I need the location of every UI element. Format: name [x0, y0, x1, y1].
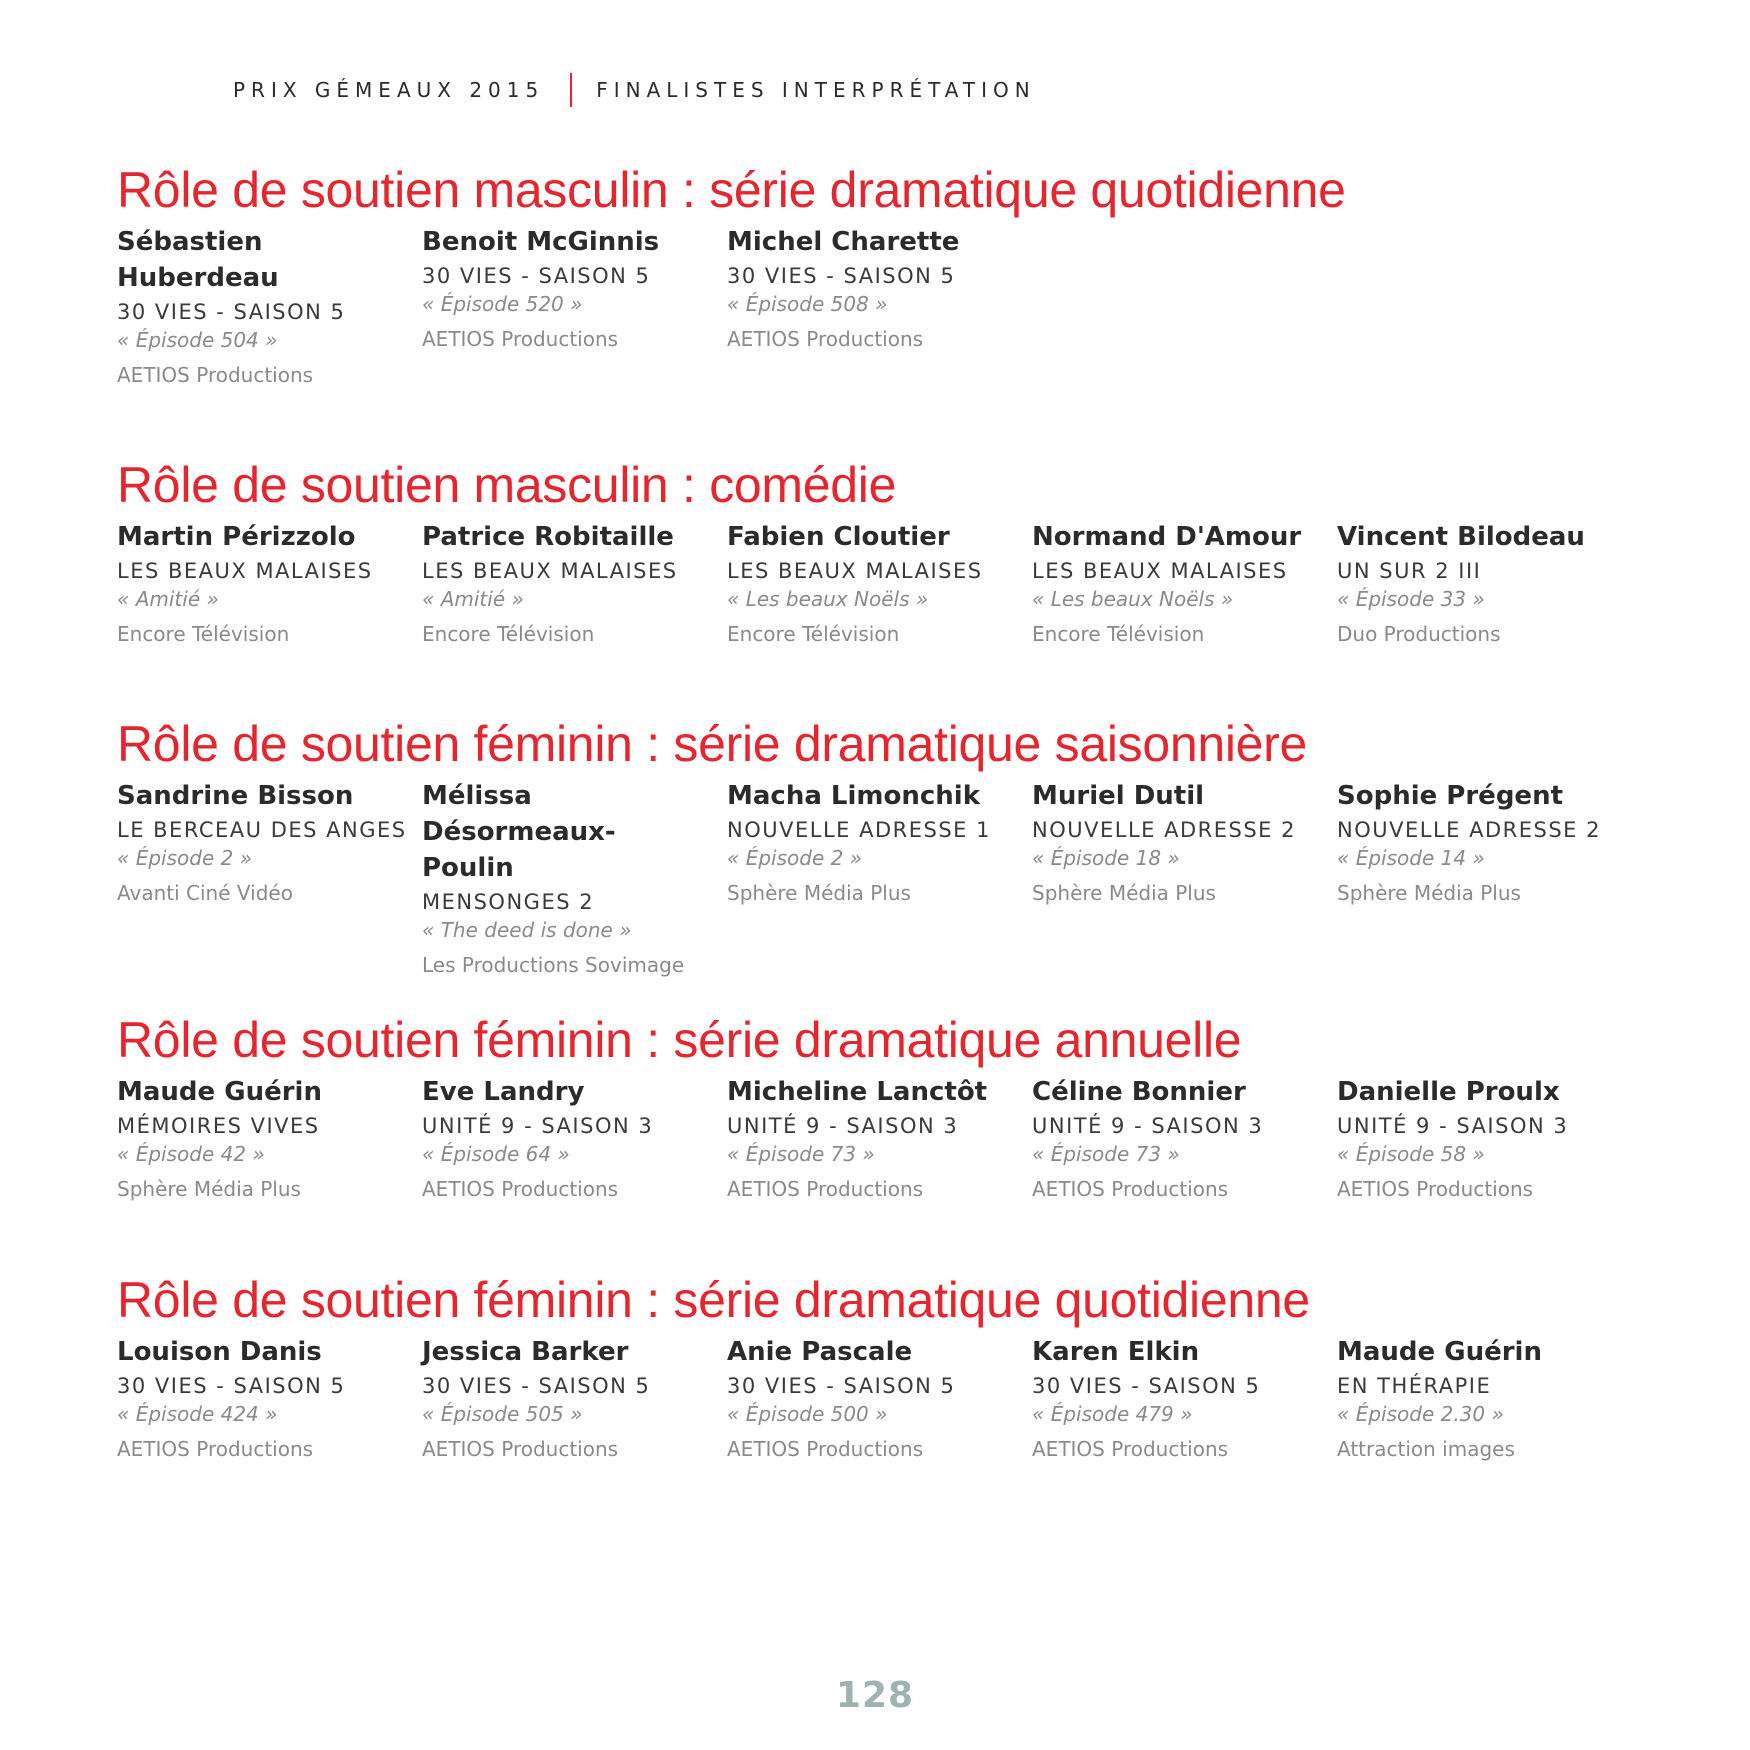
episode-title: « Épisode 18 »: [1032, 846, 1180, 870]
episode-title: « Épisode 504 »: [117, 328, 278, 352]
producer: AETIOS Productions: [1032, 1437, 1229, 1461]
episode-title: « The deed is done »: [422, 918, 632, 942]
category-section: [117, 455, 1585, 675]
nominee-row: [117, 1070, 1569, 1230]
header-event-title: PRIX GÉMEAUX 2015: [233, 78, 545, 102]
nominee-name: Muriel Dutil: [1032, 781, 1205, 811]
nominee-name: Maude Guérin: [117, 1077, 322, 1107]
show-title: 30 VIES - SAISON 5: [727, 1374, 956, 1398]
episode-title: « Épisode 2 »: [117, 846, 253, 870]
nominee-card: [1337, 1070, 1637, 1203]
nominee-card: [1337, 515, 1637, 648]
episode-title: « Épisode 2.30 »: [1337, 1402, 1504, 1426]
category-section: [117, 714, 1601, 977]
producer: Encore Télévision: [727, 622, 900, 646]
nominee-name: Macha Limonchik: [727, 781, 981, 811]
show-title: 30 VIES - SAISON 5: [422, 1374, 651, 1398]
nominee-name: Fabien Cloutier: [727, 522, 950, 552]
nominee-name: Micheline Lanctôt: [727, 1077, 988, 1107]
show-title: EN THÉRAPIE: [1337, 1374, 1492, 1398]
nominee-row: [117, 1330, 1542, 1490]
nominee-card: [117, 515, 417, 648]
nominee-name: Martin Périzzolo: [117, 522, 356, 552]
episode-title: « Épisode 73 »: [727, 1142, 875, 1166]
nominee-card: [117, 220, 357, 389]
show-title: LE BERCEAU DES ANGES: [117, 818, 407, 842]
category-title: Rôle de soutien masculin : série dramatique quotidienne: [117, 162, 1346, 218]
nominee-card: [1032, 1070, 1332, 1203]
category-title: Rôle de soutien masculin : comédie: [117, 457, 897, 513]
nominee-card: [422, 774, 685, 979]
show-title: 30 VIES - SAISON 5: [422, 264, 651, 288]
header-divider: [570, 73, 572, 107]
header-section-title: FINALISTES INTERPRÉTATION: [596, 78, 1036, 102]
producer: AETIOS Productions: [727, 1177, 924, 1201]
episode-title: « Épisode 520 »: [422, 292, 583, 316]
category-title: Rôle de soutien féminin : série dramatique annuelle: [117, 1012, 1242, 1068]
episode-title: « Épisode 73 »: [1032, 1142, 1180, 1166]
nominee-name: Maude Guérin: [1337, 1337, 1542, 1367]
nominee-name: Danielle Proulx: [1337, 1077, 1560, 1107]
category-title: Rôle de soutien féminin : série dramatique quotidienne: [117, 1272, 1310, 1328]
nominee-name: Eve Landry: [422, 1077, 585, 1107]
producer: Sphère Média Plus: [1337, 881, 1521, 905]
show-title: UN SUR 2 III: [1337, 559, 1482, 583]
nominee-row: [117, 515, 1585, 675]
producer: Encore Télévision: [1032, 622, 1205, 646]
nominee-name: Jessica Barker: [422, 1337, 629, 1367]
episode-title: « Épisode 505 »: [422, 1402, 583, 1426]
episode-title: « Épisode 2 »: [727, 846, 863, 870]
producer: Sphère Média Plus: [117, 1177, 301, 1201]
nominee-name: Patrice Robitaille: [422, 522, 674, 552]
nominee-card: [422, 1330, 722, 1463]
producer: AETIOS Productions: [1337, 1177, 1534, 1201]
producer: AETIOS Productions: [1032, 1177, 1229, 1201]
show-title: MENSONGES 2: [422, 890, 595, 914]
nominee-name: Mélissa Désormeaux-Poulin: [422, 781, 616, 883]
producer: AETIOS Productions: [727, 1437, 924, 1461]
nominee-name: Sébastien Huberdeau: [117, 227, 279, 293]
nominee-name: Céline Bonnier: [1032, 1077, 1246, 1107]
producer: AETIOS Productions: [117, 363, 314, 387]
nominee-name: Normand D'Amour: [1032, 522, 1302, 552]
show-title: LES BEAUX MALAISES: [117, 559, 373, 583]
category-title: Rôle de soutien féminin : série dramatique saisonnière: [117, 716, 1308, 772]
nominee-name: Vincent Bilodeau: [1337, 522, 1585, 552]
page-header: [233, 68, 1036, 112]
episode-title: « Amitié »: [117, 587, 219, 611]
nominee-name: Louison Danis: [117, 1337, 322, 1367]
nominee-row: [117, 220, 1346, 387]
show-title: NOUVELLE ADRESSE 2: [1032, 818, 1296, 842]
episode-title: « Épisode 508 »: [727, 292, 888, 316]
episode-title: « Amitié »: [422, 587, 524, 611]
nominee-card: [422, 515, 722, 648]
nominee-card: [117, 1330, 417, 1463]
episode-title: « Épisode 64 »: [422, 1142, 570, 1166]
producer: AETIOS Productions: [422, 1177, 619, 1201]
nominee-name: Sophie Prégent: [1337, 781, 1564, 811]
nominee-name: Anie Pascale: [727, 1337, 913, 1367]
nominee-card: [422, 1070, 722, 1203]
nominee-card: [727, 1330, 1027, 1463]
nominee-card: [1032, 774, 1332, 907]
nominee-card: [1337, 774, 1637, 907]
show-title: 30 VIES - SAISON 5: [1032, 1374, 1261, 1398]
show-title: UNITÉ 9 - SAISON 3: [727, 1114, 959, 1138]
producer: Sphère Média Plus: [727, 881, 911, 905]
nominee-card: [727, 515, 1027, 648]
category-section: [117, 1010, 1569, 1230]
episode-title: « Les beaux Noëls »: [1032, 587, 1234, 611]
nominee-card: [727, 220, 1027, 353]
nominee-row: [117, 774, 1601, 977]
nominee-name: Michel Charette: [727, 227, 960, 257]
episode-title: « Épisode 33 »: [1337, 587, 1485, 611]
episode-title: « Épisode 42 »: [117, 1142, 265, 1166]
episode-title: « Épisode 500 »: [727, 1402, 888, 1426]
episode-title: « Épisode 14 »: [1337, 846, 1485, 870]
category-section: [117, 160, 1346, 387]
producer: AETIOS Productions: [727, 327, 924, 351]
show-title: MÉMOIRES VIVES: [117, 1114, 320, 1138]
producer: Encore Télévision: [117, 622, 290, 646]
producer: Sphère Média Plus: [1032, 881, 1216, 905]
episode-title: « Épisode 479 »: [1032, 1402, 1193, 1426]
show-title: 30 VIES - SAISON 5: [117, 300, 346, 324]
nominee-card: [117, 774, 417, 907]
category-section: [117, 1270, 1542, 1490]
show-title: LES BEAUX MALAISES: [422, 559, 678, 583]
producer: AETIOS Productions: [422, 327, 619, 351]
producer: AETIOS Productions: [422, 1437, 619, 1461]
nominee-name: Benoit McGinnis: [422, 227, 660, 257]
producer: Duo Productions: [1337, 622, 1501, 646]
show-title: 30 VIES - SAISON 5: [117, 1374, 346, 1398]
show-title: NOUVELLE ADRESSE 1: [727, 818, 991, 842]
nominee-card: [422, 220, 722, 353]
show-title: UNITÉ 9 - SAISON 3: [1032, 1114, 1264, 1138]
nominee-card: [1032, 1330, 1332, 1463]
nominee-card: [1032, 515, 1332, 648]
nominee-card: [727, 774, 1027, 907]
show-title: 30 VIES - SAISON 5: [727, 264, 956, 288]
nominee-name: Sandrine Bisson: [117, 781, 354, 811]
episode-title: « Les beaux Noëls »: [727, 587, 929, 611]
show-title: NOUVELLE ADRESSE 2: [1337, 818, 1601, 842]
nominee-name: Karen Elkin: [1032, 1337, 1200, 1367]
producer: Encore Télévision: [422, 622, 595, 646]
producer: Les Productions Sovimage: [422, 953, 685, 977]
page-number: 128: [835, 1675, 915, 1716]
producer: Attraction images: [1337, 1437, 1515, 1461]
show-title: UNITÉ 9 - SAISON 3: [1337, 1114, 1569, 1138]
episode-title: « Épisode 58 »: [1337, 1142, 1485, 1166]
show-title: LES BEAUX MALAISES: [1032, 559, 1288, 583]
producer: AETIOS Productions: [117, 1437, 314, 1461]
episode-title: « Épisode 424 »: [117, 1402, 278, 1426]
nominee-card: [1337, 1330, 1637, 1463]
producer: Avanti Ciné Vidéo: [117, 881, 293, 905]
nominee-card: [727, 1070, 1027, 1203]
show-title: LES BEAUX MALAISES: [727, 559, 983, 583]
show-title: UNITÉ 9 - SAISON 3: [422, 1114, 654, 1138]
nominee-card: [117, 1070, 417, 1203]
